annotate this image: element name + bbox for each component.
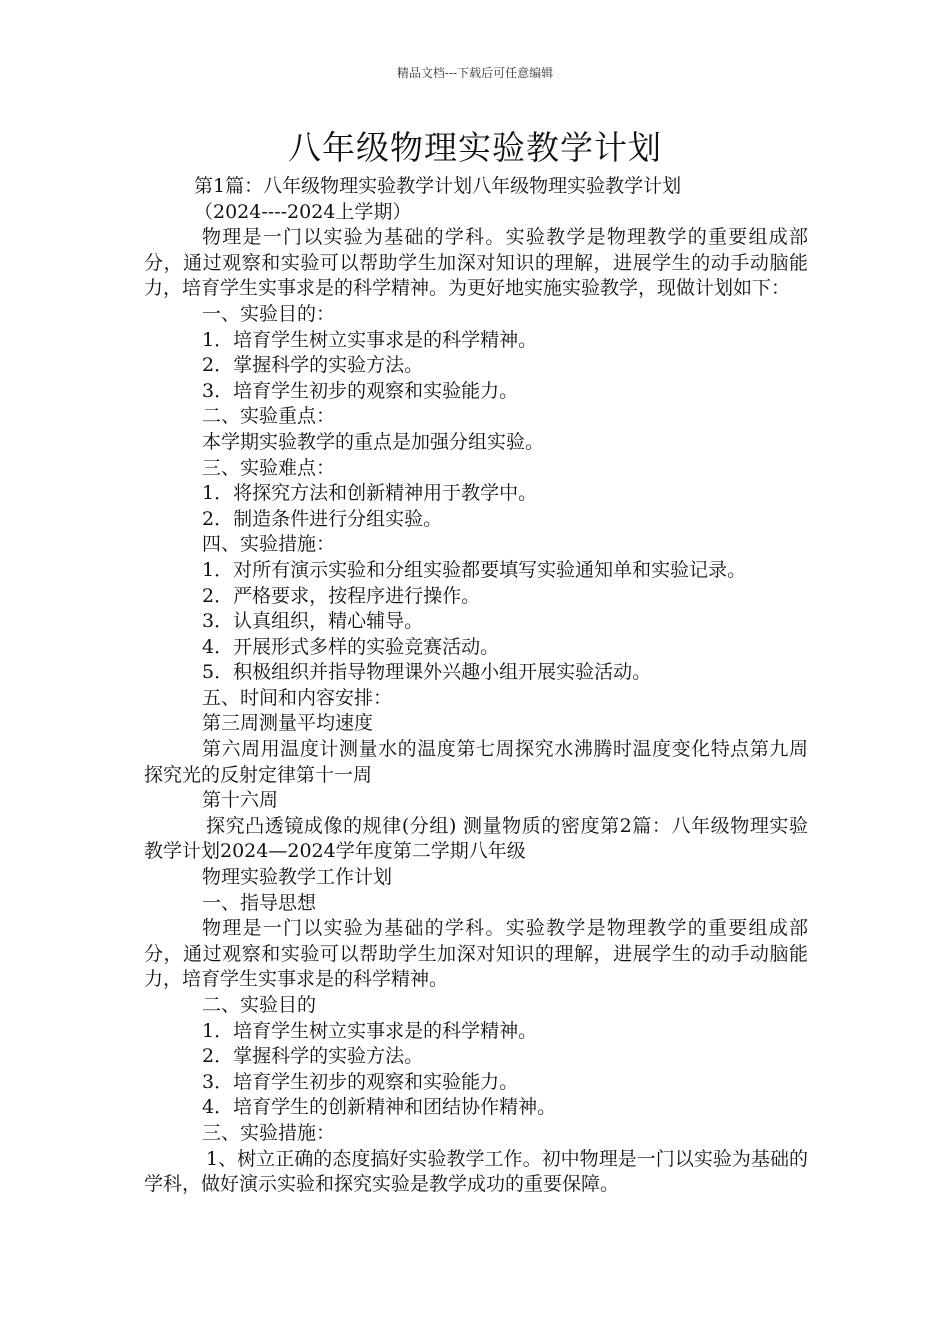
paragraph: 1、树立正确的态度搞好实验教学工作。初中物理是一门以实验为基础的学科，做好演示实验和探究实验是教学成功的重要保障。	[144, 1147, 808, 1196]
paragraph: 2．掌握科学的实验方法。	[202, 354, 424, 377]
paragraph: 第三周测量平均速度	[202, 712, 374, 735]
document-title: 八年级物理实验教学计划	[288, 128, 662, 167]
paragraph: 2．制造条件进行分组实验。	[202, 507, 443, 530]
paragraph: 4．培育学生的创新精神和团结协作精神。	[202, 1096, 557, 1119]
paragraph: 五、时间和内容安排：	[202, 686, 393, 709]
paragraph: 4．开展形式多样的实验竞赛活动。	[202, 635, 500, 658]
paragraph: 3．认真组织，精心辅导。	[202, 610, 424, 633]
paragraph: 1．对所有演示实验和分组实验都要填写实验通知单和实验记录。	[202, 558, 747, 581]
paragraph: 三、实验难点：	[202, 456, 336, 479]
document-body	[144, 174, 808, 1198]
paragraph: 物理是一门以实验为基础的学科。实验教学是物理教学的重要组成部分，通过观察和实验可以帮助学生加深对知识的理解，进展学生的动手动脑能力，培育学生实事求是的科学精神。	[144, 917, 808, 991]
paragraph: 第十六周	[202, 789, 279, 812]
paragraph: 1．将探究方法和创新精神用于教学中。	[202, 482, 538, 505]
paragraph: 二、实验重点：	[202, 405, 336, 428]
paragraph: 第1篇：八年级物理实验教学计划八年级物理实验教学计划	[194, 175, 682, 197]
paragraph: 一、指导思想	[202, 891, 317, 914]
paragraph: 2．严格要求，按程序进行操作。	[202, 584, 481, 607]
paragraph: 2．掌握科学的实验方法。	[202, 1045, 424, 1068]
paragraph: 三、实验措施：	[202, 1121, 336, 1144]
paragraph: 3．培育学生初步的观察和实验能力。	[202, 379, 519, 402]
paragraph: （2024----2024上学期）	[194, 200, 412, 223]
paragraph: 探究凸透镜成像的规律(分组) 测量物质的密度第2篇：八年级物理实验教学计划2024—2024学年度第二学期八年级	[144, 814, 808, 863]
page-header: 精品文档---下载后可任意编辑	[396, 66, 554, 80]
paragraph: 5．积极组织并指导物理课外兴趣小组开展实验活动。	[202, 661, 652, 684]
paragraph: 一、实验目的：	[202, 302, 336, 325]
paragraph: 3．培育学生初步的观察和实验能力。	[202, 1070, 519, 1093]
paragraph: 二、实验目的	[202, 994, 317, 1016]
paragraph: 第六周用温度计测量水的温度第七周探究水沸腾时温度变化特点第九周探究光的反射定律第十一周	[144, 738, 808, 786]
paragraph: 物理是一门以实验为基础的学科。实验教学是物理教学的重要组成部分，通过观察和实验可以帮助学生加深对知识的理解，进展学生的动手动脑能力，培育学生实事求是的科学精神。为更好地实施实验教学，现做计划如下：	[144, 226, 808, 300]
paragraph: 四、实验措施：	[202, 533, 336, 556]
paragraph: 物理实验教学工作计划	[202, 866, 393, 889]
paragraph: 1．培育学生树立实事求是的科学精神。	[202, 1019, 538, 1042]
paragraph: 1．培育学生树立实事求是的科学精神。	[202, 328, 538, 351]
paragraph: 本学期实验教学的重点是加强分组实验。	[202, 430, 545, 453]
